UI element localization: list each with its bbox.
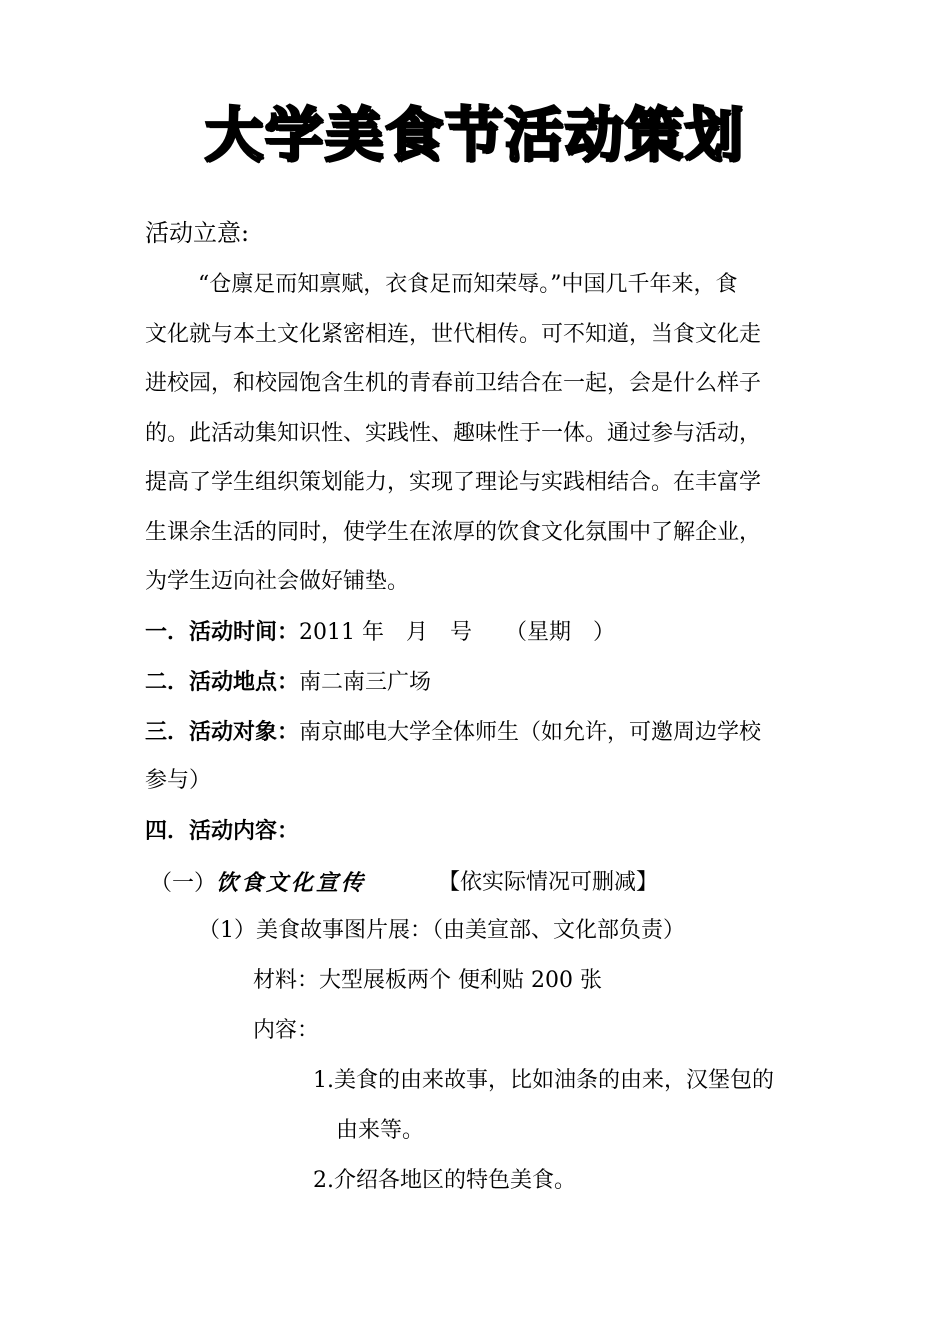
place-label: 二．活动地点：: [145, 670, 300, 695]
target-row: [145, 718, 761, 748]
item1-content-label: 内容：: [253, 1018, 320, 1043]
item1-materials: 材料：大型展板两个 便利贴 200 张: [253, 968, 602, 993]
item1-point-2: 2.介绍各地区的特色美食。: [313, 1168, 576, 1193]
time-row: [145, 618, 615, 648]
item1-title: （1）美食故事图片展：（由美宣部、文化部负责）: [198, 918, 685, 943]
intro-line-4: 的。此活动集知识性、实践性、趣味性于一体。通过参与活动，: [145, 421, 762, 446]
item1-point-1-cont: 由来等。: [336, 1118, 425, 1143]
content-label: 四．活动内容：: [145, 819, 300, 844]
intro-heading: 活动立意:: [145, 219, 250, 247]
intro-line-5: 提高了学生组织策划能力，实现了理论与实践相结合。在丰富学: [145, 470, 762, 495]
intro-line-7: 为学生迈向社会做好铺垫。: [145, 569, 410, 594]
subsection-note: 【依实际情况可删减】: [438, 870, 659, 895]
target-value-cont: 参与）: [145, 768, 212, 793]
time-value: 2011 年 月 号 （星期 ）: [299, 620, 615, 645]
target-label: 三．活动对象：: [145, 720, 300, 745]
place-value: 南二南三广场: [299, 670, 432, 695]
content-row: [145, 817, 299, 847]
target-value: 南京邮电大学全体师生（如允许，可邀周边学校: [299, 720, 762, 745]
place-row: [145, 668, 431, 698]
intro-line-1: “仓廪足而知禀赋，衣食足而知荣辱。”中国几千年来，食: [198, 272, 738, 297]
subsection-title: 饮食文化宣传: [216, 870, 367, 896]
intro-line-6: 生课余生活的同时，使学生在浓厚的饮食文化氛围中了解企业，: [145, 520, 762, 545]
intro-line-3: 进校园，和校园饱含生机的青春前卫结合在一起，会是什么样子: [145, 371, 762, 396]
time-label: 一．活动时间：: [145, 620, 300, 645]
subsection-number: （一）: [150, 871, 217, 896]
document-title: 大学美食节活动策划: [204, 101, 745, 169]
item1-point-1: 1.美食的由来故事，比如油条的由来，汉堡包的: [313, 1068, 774, 1093]
intro-line-2: 文化就与本土文化紧密相连，世代相传。可不知道，当食文化走: [145, 322, 762, 347]
subsection-row: [150, 868, 366, 899]
